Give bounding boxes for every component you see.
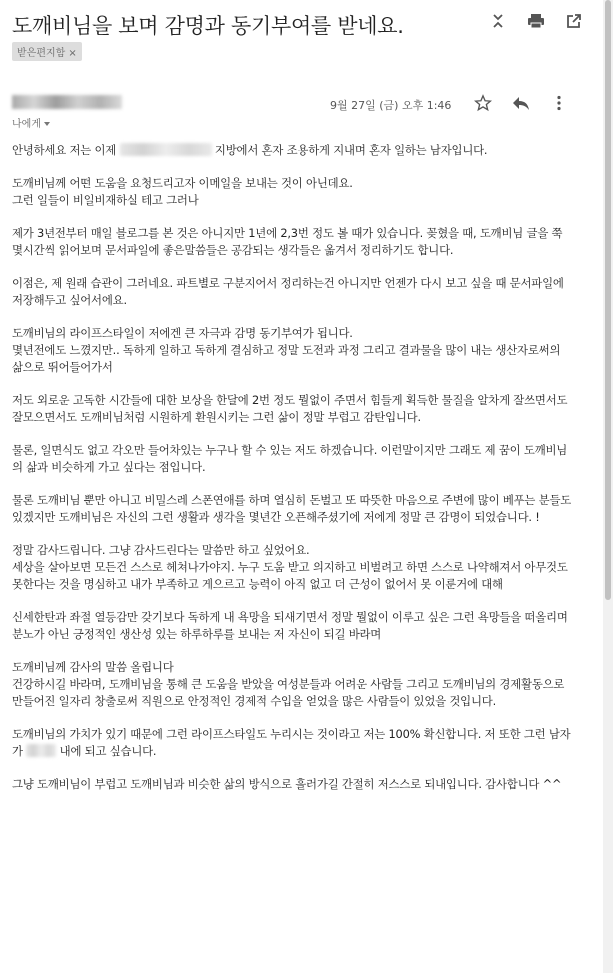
paragraph: 도깨비님의 라이프스타일이 저에겐 큰 자극과 감명 동기부여가 됩니다. 몇년전에도 느꼈지만.. 독하게 일하고 독하게 결심하고 정말 도전과 과정 그리고 결과물을 많이 내는 생산자로써의 삶으로 뛰어들어가서	[12, 326, 561, 374]
more-vert-icon[interactable]	[550, 94, 568, 112]
header-actions	[489, 12, 583, 30]
remove-label-button[interactable]: ×	[68, 48, 77, 59]
inbox-label-text: 받은편지함	[17, 48, 66, 59]
paragraph: 물론 도깨비님 뿐만 아니고 비밀스레 스폰연애를 하며 열심히 돈벌고 또 따뜻한 마음으로 주변에 많이 베푸는 분들도 있겠지만 도깨비님은 자신의 그런 생활과 생각을 몇년간 오픈해주셨기에 저에게 정말 큰 감명이 되었습니다. !	[12, 493, 572, 524]
recipient-label: 나에게	[12, 119, 41, 130]
scrollbar[interactable]	[603, 0, 613, 973]
email-date: 9월 27일 (금) 오후 1:46	[330, 99, 452, 112]
reply-icon[interactable]	[512, 94, 530, 112]
paragraph: 도깨비님께 어떤 도움을 요청드리고자 이메일을 보내는 것이 아닌데요. 그런 일들이 비일비재하실 테고 그러나	[12, 176, 353, 207]
paragraph: 물론, 일면식도 없고 각오만 들어차있는 누구나 할 수 있는 저도 하겠습니다. 이런말이지만 그래도 제 꿈이 도깨비님의 삶과 비슷하게 가고 싶다는 점입니다.	[12, 443, 568, 474]
redacted-word	[26, 744, 56, 757]
email-body	[12, 142, 574, 809]
recipient-toggle[interactable]	[12, 115, 50, 130]
paragraph: 제가 3년전부터 매일 블로그를 본 것은 아니지만 1년에 2,3번 정도 볼 때가 있습니다. 꽂혔을 때, 도깨비님 글을 쭉 몇시간씩 읽어보며 문서파일에 좋은말씀들은 공감되는 생각들은 옮겨서 정리하기도 합니다.	[12, 226, 563, 257]
scrollbar-thumb[interactable]	[605, 0, 611, 600]
collapse-icon[interactable]	[489, 12, 507, 30]
paragraph: 정말 감사드립니다. 그냥 감사드린다는 말씀만 하고 싶었어요. 세상을 살아보면 모든건 스스로 헤쳐나가야지. 누구 도움 받고 의지하고 비벌려고 하면 스스로 나약해져서 아무것도 못한다는 것을 명심하고 내가 부족하고 게으르고 능력이 아직 없고 더 근성이 없어서 못 이룬거에 대해	[12, 543, 568, 591]
paragraph: 저도 외로운 고독한 시간들에 대한 보상을 한달에 2번 정도 뭘없이 주면서 힘들게 획득한 물질을 알차게 잘쓰면서도 잘모으면서도 도깨비님처럼 시원하게 환원시키는 그런 삶이 정말 부럽고 감탄입니다.	[12, 393, 568, 424]
sender-row	[0, 88, 613, 128]
paragraph: 그냥 도깨비님이 부럽고 도깨비님과 비슷한 삶의 방식으로 흘러가길 간절히 저스스로 되내입니다. 감사합니다 ^^	[12, 777, 562, 791]
star-icon[interactable]	[474, 94, 492, 112]
paragraph: 도깨비님께 감사의 말씀 올립니다 건강하시길 바라며, 도깨비님을 통해 큰 도움을 받았을 여성분들과 어려운 사람들 그리고 도깨비님의 경제활동으로 만들어진 일자리 창출로써 직원으로 안정적인 경제적 수입을 얻었을 많은 사람들이 있었을 것입니다.	[12, 660, 565, 708]
chevron-down-icon	[44, 122, 50, 126]
sender-name-redacted	[12, 95, 122, 109]
paragraph: 신세한탄과 좌절 열등감만 갖기보다 독하게 내 욕망을 되새기면서 정말 뭘없이 이루고 싶은 그런 욕망들을 떠올리며 분노가 아닌 긍정적인 생산성 있는 하루하루를 보내는 저 자신이 되길 바라며	[12, 610, 568, 641]
email-subject: 도깨비님을 보며 감명과 동기부여를 받네요.	[12, 14, 404, 38]
redacted-location	[120, 143, 212, 156]
email-header	[0, 0, 613, 68]
paragraph: 안녕하세요 저는 이제 지방에서 혼자 조용하게 지내며 혼자 일하는 남자입니다.	[12, 143, 488, 157]
paragraph: 이점은, 제 원래 습관이 그러네요. 파트별로 구분지어서 정리하는건 아니지만 언젠가 다시 보고 싶을 때 문서파일에 저장해두고 싶어서에요.	[12, 276, 564, 307]
paragraph: 도깨비님의 가치가 있기 때문에 그런 라이프스타일도 누리시는 것이라고 저는 100% 확신합니다. 저 또한 그런 남자가 내에 되고 싶습니다.	[12, 727, 571, 758]
print-icon[interactable]	[527, 12, 545, 30]
open-new-window-icon[interactable]	[565, 12, 583, 30]
message-actions	[474, 94, 568, 112]
inbox-label-chip	[12, 42, 82, 61]
